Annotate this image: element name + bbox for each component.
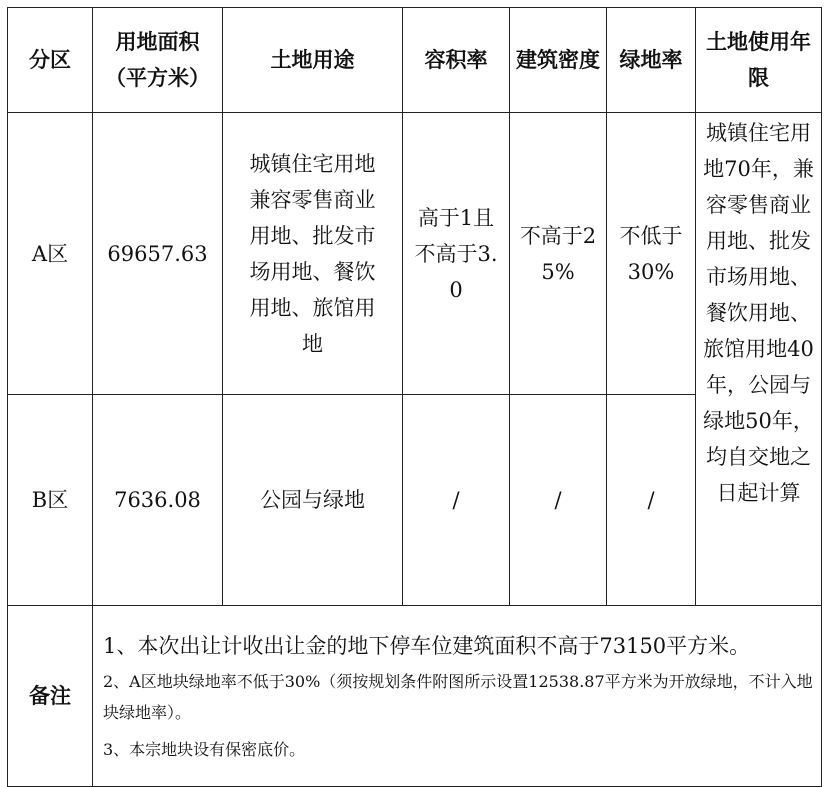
land-parcel-table-page: [7, 7, 821, 774]
cell-zone: B区: [8, 395, 93, 606]
cell-density: 不高于25%: [510, 113, 607, 395]
header-green-ratio: 绿地率: [607, 8, 696, 113]
header-area: 用地面积（平方米）: [93, 8, 223, 113]
header-usage: 土地用途: [223, 8, 403, 113]
remark-item: 2、A区地块绿地率不低于30%（须按规划条件附图所示设置12538.87平方米为开放绿地，不计入地块绿地率）。: [103, 671, 813, 722]
remarks-label: 备注: [8, 606, 93, 787]
remarks-row: [8, 606, 822, 787]
header-density: 建筑密度: [510, 8, 607, 113]
table-row: [8, 113, 822, 395]
cell-area: 7636.08: [93, 395, 223, 606]
cell-density: /: [510, 395, 607, 606]
remarks-content: [93, 606, 822, 787]
cell-green-ratio: /: [607, 395, 696, 606]
header-zone: 分区: [8, 8, 93, 113]
cell-area: 69657.63: [93, 113, 223, 395]
cell-far: /: [403, 395, 510, 606]
header-far: 容积率: [403, 8, 510, 113]
table-header-row: [8, 8, 822, 113]
cell-far: 高于1且不高于3.0: [403, 113, 510, 395]
header-term: 土地使用年限: [696, 8, 822, 113]
cell-zone: A区: [8, 113, 93, 395]
cell-term-merged: 城镇住宅用地70年，兼容零售商业用地、批发市场用地、餐饮用地、旅馆用地40年，公园与绿地50年，均自交地之日起计算: [696, 113, 822, 606]
cell-usage: 公园与绿地: [223, 395, 403, 606]
remark-item: 3、本宗地块设有保密底价。: [103, 739, 306, 759]
cell-green-ratio: 不低于30%: [607, 113, 696, 395]
remark-item: 1、本次出让计收出让金的地下停车位建筑面积不高于73150平方米。: [103, 633, 751, 658]
land-parcel-table: [7, 7, 822, 787]
cell-usage: 城镇住宅用地兼容零售商业用地、批发市场用地、餐饮用地、旅馆用地: [223, 113, 403, 395]
